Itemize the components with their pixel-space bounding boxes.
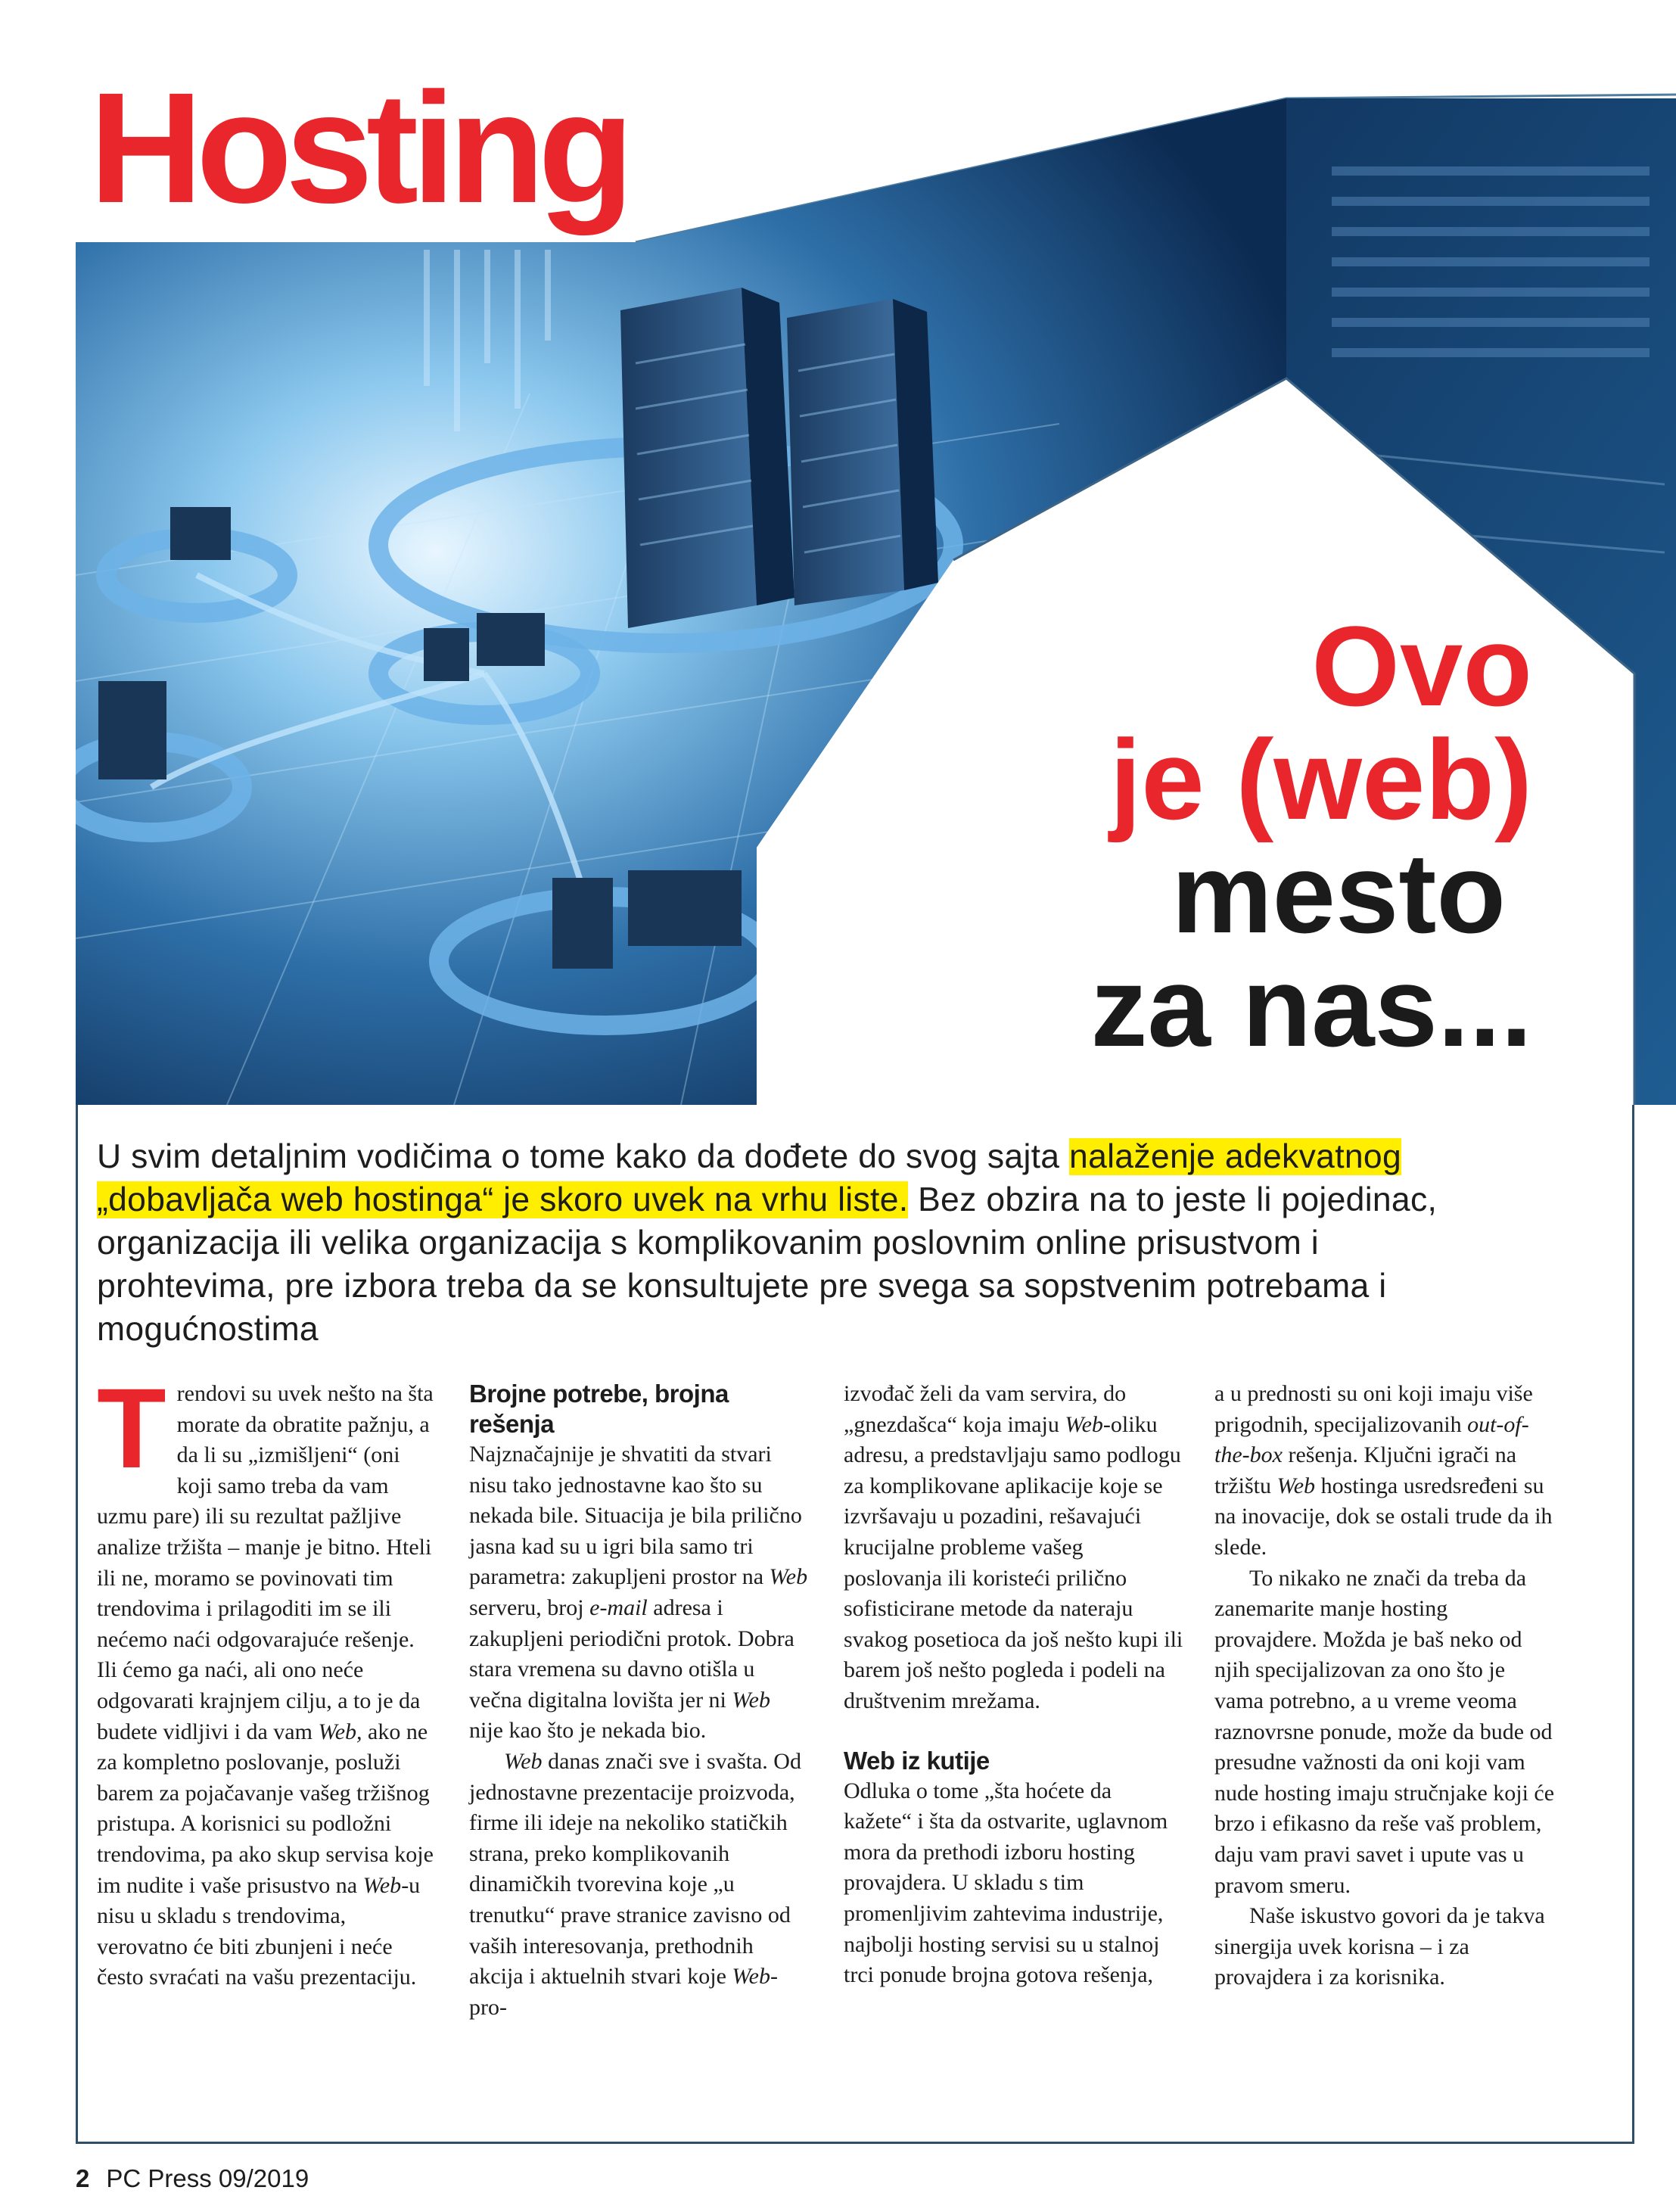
dropcap: T (97, 1364, 166, 1492)
body-column-4 (1214, 1379, 1555, 1993)
page-footer (76, 2164, 309, 2193)
intro-paragraph: Trendovi su uvek nešto na šta morate da obratite pažnju, a da li su „izmišljeni“ (oni koji samo treba da vam uzmu pare) ili su rezultat pažljive analize tržišta – manje je bitno. Hteli ili ne, moramo se povinovati tim trendovima i prilagoditi im se ili nećemo naći odgovarajuće rešenje. Ili ćemo ga naći, ali ono neće odgovarati krajnjem cilju, a to je da budete vidljivi i da vam Web, ako ne za kompletno poslovanje, posluži barem za pojačavanje vašeg tržišnog pristupa. A korisnici su podložni trendovima, pa ako skup servisa koje im nudite i vaše prisustvo na Web-u nisu u skladu s trendovima, verovatno će biti zbunjeni i neće često svraćati na vašu prezentaciju. (97, 1364, 434, 1990)
page-number: 2 (76, 2164, 90, 2192)
lead-text-end: Bez obzira na to jeste li pojedinac, organizacija ili velika organizacija s komplikovanim poslovnim online prisustvom i prohtevima, pre izbora treba da se konsultujete pre svega sa sopstvenim potrebama i mogućnostima (97, 1181, 1438, 1348)
column-3-paragraph-1: izvođač želi da vam servira, do „gnezdašca“ koja imaju Web-oliku adresu, a predstavljaju samo podlogu za komplikovane aplikacije koje se izvršavaju u pozadini, rešavajući krucijalne probleme vašeg poslovanja ili koristeći prilično sofisticirane metode da nateraju svakog posetioca da još nešto kupi ili barem još nešto pogleda i podeli na društvenim mrežama. (844, 1381, 1183, 1713)
headline-line-3: mesto (1171, 829, 1506, 957)
column-2-paragraph-2: Web danas znači sve i svašta. Od jednostavne prezentacije proizvoda, firme ili ideje na nekoliko statičkih strana, preko komplikovanih dinamičkih tvorevina koje „u trenutku“ prave stranice zavisno od vaših interesovanja, prethodnih akcija i aktuelnih stvari koje Web-pro- (469, 1748, 801, 2020)
column-4-paragraph-2: To nikako ne znači da treba da zanemarite manje hosting provajdere. Možda je baš neko od njih specijalizovan za ono što je vama potrebno, a u vreme veoma raznovrsne ponude, može da bude od presudne važnosti da oni koji vam nude hosting imaju stručnjake koji će brzo i efikasno da reše vaš problem, daju vam pravi savet i upute vas u pravom smeru. (1214, 1565, 1555, 1898)
column-2-paragraph-1: Najznačajnije je shvatiti da stvari nisu tako jednostavne kao što su nekada bile. Situacija je bila prilično jasna kad su u igri bila samo tri parametra: zakupljeni prostor na Web serveru, broj e-mail adresa i zakupljeni periodični protok. Dobra stara vremena su davno otišla u večna digitalna lovišta jer ni Web nije kao što je nekada bio. (469, 1442, 808, 1744)
headline-line-1: Ovo (1311, 602, 1532, 730)
body-column-2 (469, 1379, 810, 2023)
body-column-3 (844, 1379, 1184, 1991)
section-title: Hosting (89, 61, 628, 236)
subheading-web-iz-kutije: Web iz kutije (844, 1746, 990, 1775)
body-column-1 (97, 1364, 437, 1993)
subheading-brojne-potrebe: Brojne potrebe, brojna rešenja (469, 1380, 729, 1438)
lead-highlight: nalaženje adekvatnog „dobavljača web hostinga“ je skoro uvek na vrhu liste. (97, 1138, 1401, 1218)
headline-line-4: za nas... (1090, 943, 1532, 1070)
headline-line-2: je (web) (1109, 716, 1532, 843)
issue-label: PC Press 09/2019 (106, 2164, 309, 2192)
headline (1090, 602, 1532, 1070)
column-4-paragraph-3: Naše iskustvo govori da je takva sinergija uvek korisna – i za provajdera i za korisnika. (1214, 1903, 1545, 1990)
lead-text-start: U svim detaljnim vodičima o tome kako da dođete do svog sajta (97, 1138, 1070, 1175)
column-4-paragraph-1: a u prednosti su oni koji imaju više prigodnih, specijalizovanih out-of-the-box rešenja. Ključni igrači na tržištu Web hostinga usredsređeni su na inovacije, dok se ostali trude da ih slede. (1214, 1381, 1553, 1560)
column-3-paragraph-2: Odluka o tome „šta hoćete da kažete“ i šta da ostvarite, uglavnom mora da prethodi izboru hosting provajdera. U skladu s tim promenljivim zahtevima industrije, najbolji hosting servisi su u stalnoj trci ponude brojna gotova rešenja, (844, 1778, 1168, 1988)
frame-line-left (76, 1105, 78, 2143)
frame-line-right (1632, 1105, 1634, 2143)
frame-line-bottom (76, 2142, 1634, 2144)
lead-paragraph (97, 1135, 1489, 1351)
